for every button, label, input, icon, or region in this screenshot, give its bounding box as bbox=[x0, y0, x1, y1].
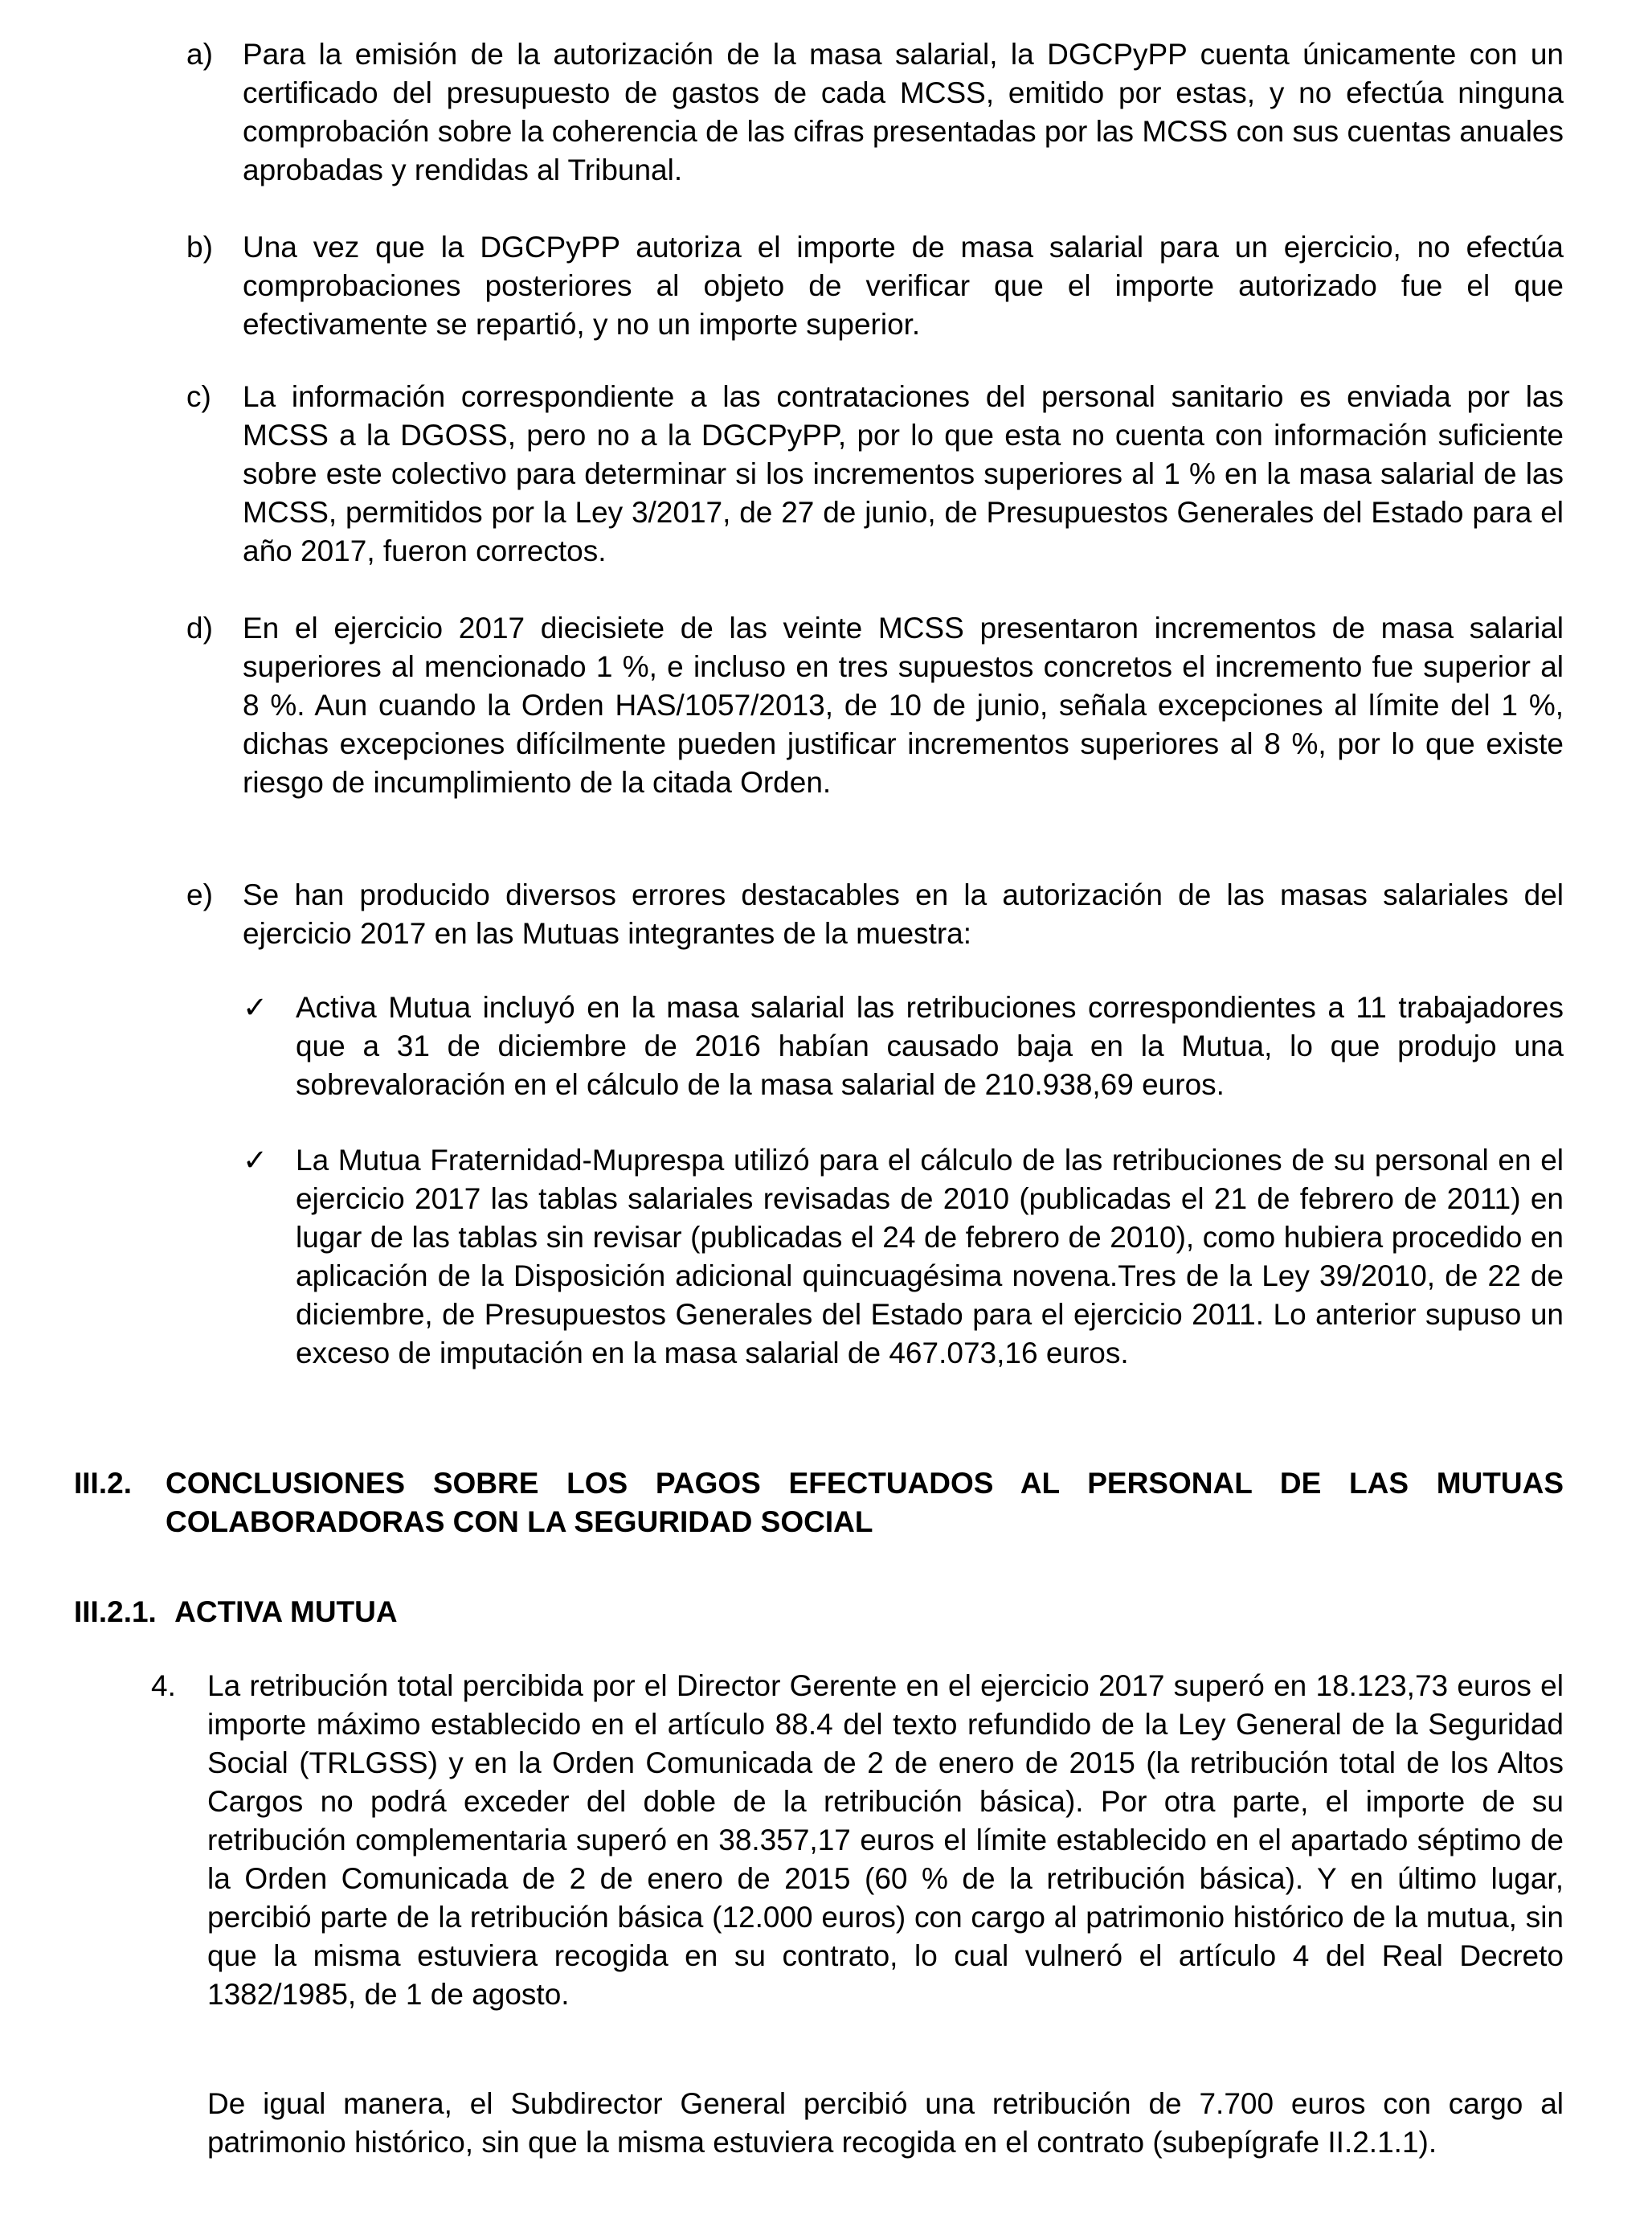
list-marker: a) bbox=[186, 38, 213, 71]
numbered-item-text: La retribución total percibida por el Director Gerente en el ejercicio 2017 superó en 18.123,73 euros el importe máximo establecido en el artículo 88.4 del texto refundido de la Ley General de la Seguridad Social (TRLGSS) y en la Orden Comunicada de 2 de enero de 2015 (la retribución total de los Altos Cargos no podrá exceder del doble de la retribución básica). Por otra parte, el importe de su retribución complementaria superó en 38.357,17 euros el límite establecido en el apartado séptimo de la Orden Comunicada de 2 de enero de 2015 (60 % de la retribución básica). Y en último lugar, percibió parte de la retribución básica (12.000 euros) con cargo al patrimonio histórico de la mutua, sin que la misma estuviera recogida en su contrato, lo cual vulneró el artículo 4 del Real Decreto 1382/1985, de 1 de agosto. bbox=[207, 1669, 1564, 2011]
continuation-paragraph bbox=[207, 2085, 1564, 2162]
list-item-text: La información correspondiente a las contrataciones del personal sanitario es enviada por las MCSS a la DGOSS, pero no a la DGCPyPP, por lo que esta no cuenta con información suficiente sobre este colectivo para determinar si los incrementos superiores al 1 % en la masa salarial de las MCSS, permitidos por la Ley 3/2017, de 27 de junio, de Presupuestos Generales del Estado para el año 2017, fueron correctos. bbox=[243, 380, 1564, 567]
list-item-b bbox=[186, 228, 1564, 344]
subsection-heading bbox=[74, 1593, 1564, 1631]
checklist-item-fraternidad bbox=[243, 1141, 1564, 1373]
list-item-text: Se han producido diversos errores destacables en la autorización de las masas salariales del ejercicio 2017 en las Mutuas integrantes de la muestra: bbox=[243, 878, 1564, 950]
list-item-a bbox=[186, 35, 1564, 190]
list-marker: e) bbox=[186, 878, 213, 911]
list-marker: 4. bbox=[151, 1669, 176, 1702]
list-item-text: Una vez que la DGCPyPP autoriza el importe de masa salarial para un ejercicio, no efectúa comprobaciones posteriores al objeto de verificar que el importe autorizado fue el que efectivamente se repartió, y no un importe superior. bbox=[243, 231, 1564, 341]
list-marker: b) bbox=[186, 231, 213, 264]
section-title: CONCLUSIONES SOBRE LOS PAGOS EFECTUADOS AL PERSONAL DE LAS MUTUAS COLABORADORAS CON LA SEGURIDAD SOCIAL bbox=[166, 1467, 1564, 1538]
section-number: III.2. bbox=[74, 1467, 132, 1500]
list-item-text: En el ejercicio 2017 diecisiete de las veinte MCSS presentaron incrementos de masa salarial superiores al mencionado 1 %, e incluso en tres supuestos concretos el incremento fue superior al 8 %. Aun cuando la Orden HAS/1057/2013, de 10 de junio, señala excepciones al límite del 1 %, dichas excepciones difícilmente pueden justificar incrementos superiores al 8 %, por lo que existe riesgo de incumplimiento de la citada Orden. bbox=[243, 612, 1564, 799]
list-item-c bbox=[186, 378, 1564, 571]
subsection-number: III.2.1. bbox=[74, 1595, 157, 1628]
section-heading bbox=[74, 1464, 1564, 1541]
list-marker: d) bbox=[186, 612, 213, 645]
checklist-item-text: La Mutua Fraternidad-Muprespa utilizó para el cálculo de las retribuciones de su personal en el ejercicio 2017 las tablas salariales revisadas de 2010 (publicadas el 21 de febrero de 2011) en lugar de las tablas sin revisar (publicadas el 24 de febrero de 2010), como hubiera procedido en aplicación de la Disposición adicional quincuagésima novena.Tres de la Ley 39/2010, de 22 de diciembre, de Presupuestos Generales del Estado para el ejercicio 2011. Lo anterior supuso un exceso de imputación en la masa salarial de 467.073,16 euros. bbox=[296, 1144, 1564, 1369]
list-item-text: Para la emisión de la autorización de la masa salarial, la DGCPyPP cuenta únicamente con un certificado del presupuesto de gastos de cada MCSS, emitido por estas, y no efectúa ninguna comprobación sobre la coherencia de las cifras presentadas por las MCSS con sus cuentas anuales aprobadas y rendidas al Tribunal. bbox=[243, 38, 1564, 186]
paragraph-text: De igual manera, el Subdirector General percibió una retribución de 7.700 euros con cargo al patrimonio histórico, sin que la misma estuviera recogida en el contrato (subepígrafe II.2.1.1). bbox=[207, 2087, 1564, 2159]
checklist-item-activa bbox=[243, 989, 1564, 1104]
list-item-e bbox=[186, 876, 1564, 953]
list-item-d bbox=[186, 609, 1564, 802]
list-marker: c) bbox=[186, 380, 211, 413]
subsection-title: ACTIVA MUTUA bbox=[174, 1595, 398, 1628]
check-mark-icon: ✓ bbox=[243, 1144, 268, 1177]
checklist-item-text: Activa Mutua incluyó en la masa salarial las retribuciones correspondientes a 11 trabajadores que a 31 de diciembre de 2016 habían causado baja en la Mutua, lo que produjo una sobrevaloración en el cálculo de la masa salarial de 210.938,69 euros. bbox=[296, 991, 1564, 1101]
numbered-item-4 bbox=[151, 1667, 1564, 2014]
check-mark-icon: ✓ bbox=[243, 991, 268, 1024]
